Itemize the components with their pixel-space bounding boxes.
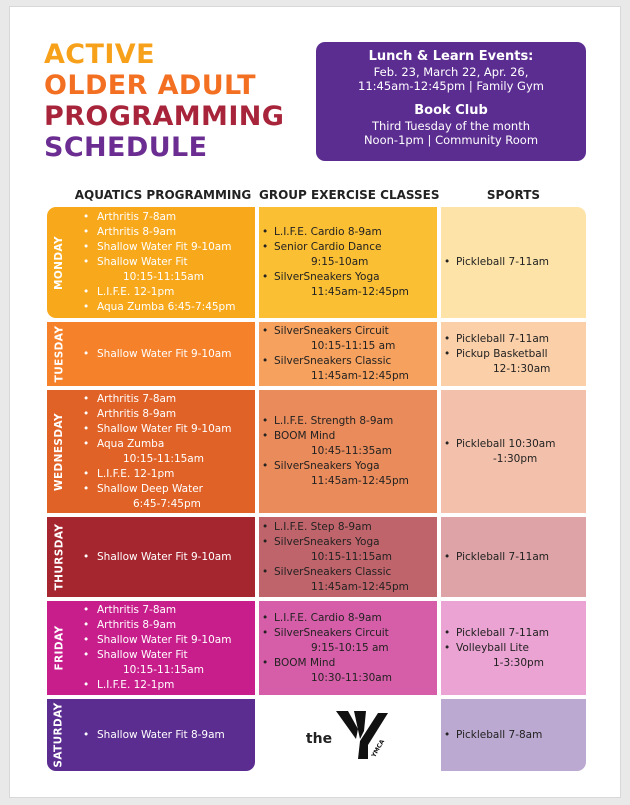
list-item: • Arthritis 8-9am	[71, 407, 255, 422]
wednesday-sports-cell	[441, 390, 586, 513]
logo-word-the: the	[305, 731, 333, 747]
monday-group-cell	[259, 207, 437, 318]
tuesday-aquatics-cell	[71, 322, 255, 386]
list-item-time: 10:15-11:15am	[311, 550, 392, 563]
title-line-older-adult: OLDER ADULT	[44, 70, 256, 101]
list-item: • Arthritis 8-9am	[71, 225, 255, 240]
ymca-y-icon	[334, 709, 390, 761]
thursday-group-cell	[259, 517, 437, 597]
monday-sports-cell	[441, 207, 586, 318]
list-item-time: 10:15-11:15am	[123, 664, 204, 676]
list-item-time: 11:45am-12:45pm	[311, 580, 409, 593]
column-header-group-exercise: GROUP EXERCISE CLASSES	[259, 188, 440, 202]
list-item: • Pickleball 7-11am	[441, 255, 586, 270]
list-item: • Pickleball 7-11am	[441, 332, 586, 347]
list-item: • Shallow Water Fit 9-10am	[71, 422, 255, 437]
list-item: • L.I.F.E. 12-1pm	[71, 467, 255, 482]
list-item-time: 11:45am-12:45pm	[311, 286, 409, 298]
list-item: • Shallow Water Fit	[71, 648, 255, 663]
list-item-time: 9:15-10:15 am	[311, 641, 389, 654]
events-box	[316, 42, 586, 161]
friday-sports-cell	[441, 601, 586, 695]
list-item: • Aqua Zumba	[71, 437, 255, 452]
list-item-time: 6:45-7:45pm	[133, 497, 201, 510]
list-item: • SilverSneakers Circuit	[259, 324, 437, 339]
wednesday-group-cell	[259, 390, 437, 513]
row-label-saturday: SATURDAY	[47, 699, 71, 771]
list-item: • Shallow Water Fit 8-9am	[71, 728, 255, 743]
list-item: • Shallow Deep Water	[71, 482, 255, 497]
column-header-aquatics: AQUATICS PROGRAMMING	[74, 188, 252, 202]
saturday-sports-cell	[441, 699, 586, 771]
list-item: • Shallow Water Fit 9-10am	[71, 240, 255, 255]
list-item: • L.I.F.E. Step 8-9am	[259, 520, 437, 535]
list-item-time: 9:15-10am	[311, 256, 369, 268]
list-item-time: 10:15-11:15am	[123, 271, 204, 283]
list-item: • SilverSneakers Classic	[259, 565, 437, 580]
title-line-programming: PROGRAMMING	[44, 101, 285, 132]
list-item: • Pickleball 10:30am	[441, 437, 586, 452]
saturday-aquatics-cell	[71, 699, 255, 771]
wednesday-aquatics-cell	[71, 390, 255, 513]
ymca-logo	[259, 699, 437, 771]
friday-aquatics-cell	[71, 601, 255, 695]
list-item-time: 12-1:30am	[493, 362, 551, 375]
page-title	[44, 39, 284, 163]
list-item: • L.I.F.E. Cardio 8-9am	[259, 611, 437, 626]
row-label-tuesday: TUESDAY	[47, 322, 71, 386]
list-item: • Volleyball Lite	[441, 641, 586, 656]
list-item: • L.I.F.E. Strength 8-9am	[259, 414, 437, 429]
lunch-learn-heading: Lunch & Learn Events:	[368, 49, 534, 64]
list-item-time: 10:30-11:30am	[311, 671, 392, 684]
title-line-active: ACTIVE	[44, 39, 155, 70]
list-item: • SilverSneakers Circuit	[259, 626, 437, 641]
book-club-heading: Book Club	[414, 103, 488, 118]
row-label-thursday: THURSDAY	[47, 517, 71, 597]
list-item: • Pickleball 7-8am	[441, 728, 586, 743]
list-item: • L.I.F.E. Cardio 8-9am	[259, 225, 437, 240]
list-item-time: 10:15-11:15am	[123, 452, 204, 465]
list-item: • SilverSneakers Yoga	[259, 270, 437, 285]
list-item: • Pickup Basketball	[441, 347, 586, 362]
list-item: • SilverSneakers Classic	[259, 354, 437, 369]
list-item: • Shallow Water Fit 9-10am	[71, 633, 255, 648]
list-item: • Arthritis 7-8am	[71, 210, 255, 225]
book-club-when: Third Tuesday of the month	[371, 119, 531, 133]
list-item: • Shallow Water Fit	[71, 255, 255, 270]
book-club-time-place: Noon-1pm | Community Room	[363, 133, 539, 147]
list-item: • L.I.F.E. 12-1pm	[71, 678, 255, 693]
list-item: • Pickleball 7-11am	[441, 626, 586, 641]
list-item: • Aqua Zumba 6:45-7:45pm	[71, 300, 255, 315]
thursday-sports-cell	[441, 517, 586, 597]
logo-mark-text: YMCA	[370, 738, 387, 759]
thursday-aquatics-cell	[71, 517, 255, 597]
list-item: • Shallow Water Fit 9-10am	[71, 550, 255, 565]
list-item-time: 10:15-11:15 am	[311, 340, 396, 352]
list-item-time: -1:30pm	[493, 452, 538, 465]
list-item-time: 11:45am-12:45pm	[311, 370, 409, 382]
title-line-schedule: SCHEDULE	[44, 132, 208, 163]
row-label-wednesday: WEDNESDAY	[47, 390, 71, 513]
list-item: • Arthritis 7-8am	[71, 392, 255, 407]
tuesday-sports-cell	[441, 322, 586, 386]
list-item-time: 11:45am-12:45pm	[311, 475, 409, 487]
list-item: • Senior Cardio Dance	[259, 240, 437, 255]
list-item: • Pickleball 7-11am	[441, 550, 586, 565]
list-item: • Arthritis 7-8am	[71, 603, 255, 618]
list-item: • BOOM Mind	[259, 656, 437, 671]
list-item: • Shallow Water Fit 9-10am	[71, 347, 255, 362]
list-item-time: 1-3:30pm	[493, 656, 544, 669]
monday-aquatics-cell	[71, 207, 255, 318]
column-header-sports: SPORTS	[486, 188, 541, 202]
schedule-page	[9, 6, 621, 798]
lunch-learn-time-place: 11:45am-12:45pm | Family Gym	[358, 79, 544, 93]
row-label-monday: MONDAY	[47, 207, 71, 318]
friday-group-cell	[259, 601, 437, 695]
list-item: • Arthritis 8-9am	[71, 618, 255, 633]
list-item: • SilverSneakers Yoga	[259, 459, 437, 474]
list-item-time: 10:45-11:35am	[311, 445, 392, 457]
list-item: • SilverSneakers Yoga	[259, 535, 437, 550]
list-item: • L.I.F.E. 12-1pm	[71, 285, 255, 300]
tuesday-group-cell	[259, 322, 437, 386]
lunch-learn-dates: Feb. 23, March 22, Apr. 26,	[373, 65, 529, 79]
row-label-friday: FRIDAY	[47, 601, 71, 695]
list-item: • BOOM Mind	[259, 429, 437, 444]
